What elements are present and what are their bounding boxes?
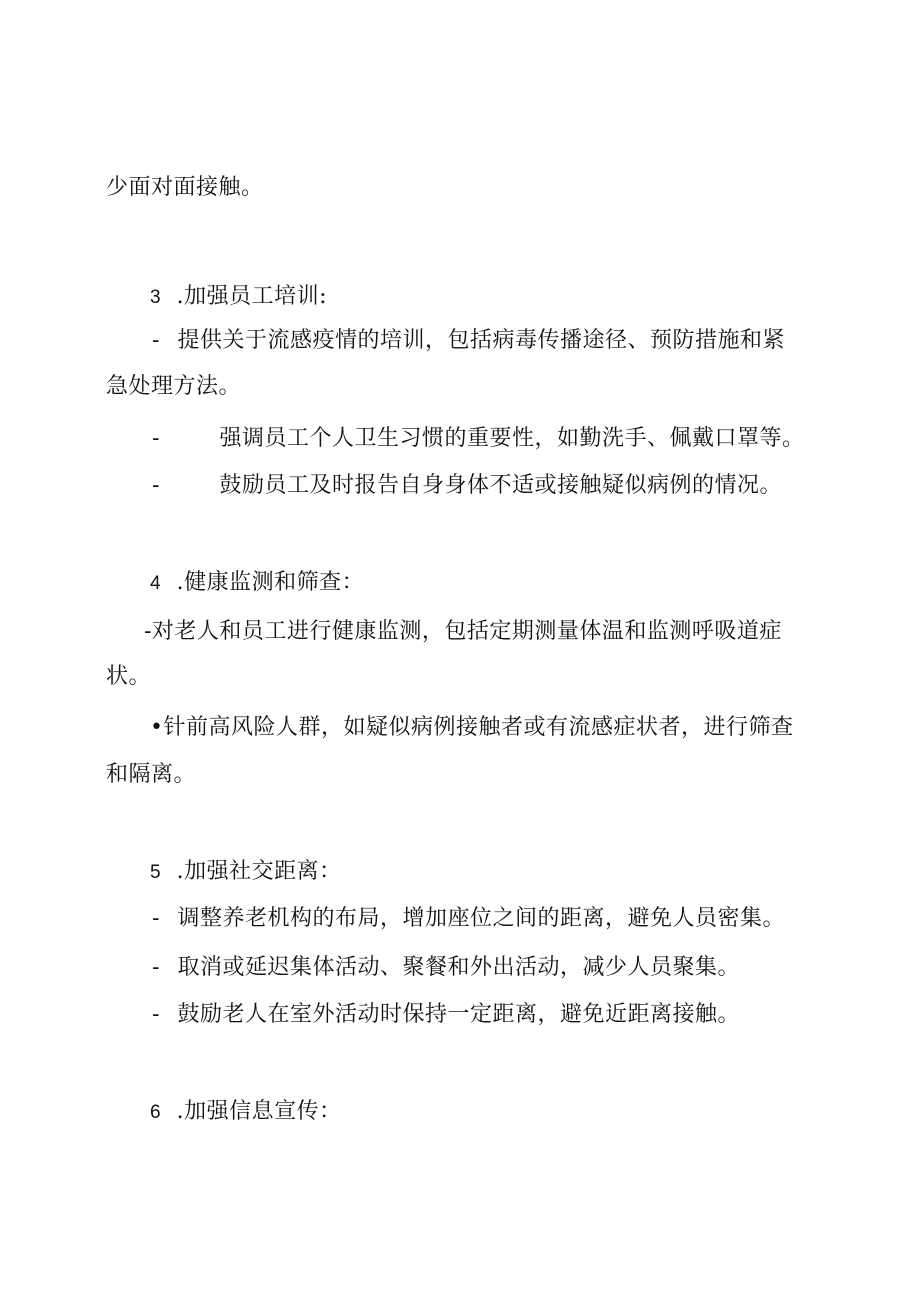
paragraph-text: 少面对面接触。: [106, 175, 264, 200]
section-3-bullet-1-continuation: [106, 372, 241, 402]
section-title: .加强员工培训:: [176, 284, 327, 309]
section-3-bullet-1: [152, 326, 785, 356]
bullet-dash: -: [152, 328, 160, 353]
section-4-bullet-2: [150, 713, 793, 743]
bullet-text: 急处理方法。: [106, 374, 242, 399]
section-number: 6: [150, 1102, 162, 1123]
bullet-text: 调整养老机构的布局，增加座位之间的距离，避免人员密集。: [177, 906, 785, 931]
section-5-bullet-2: [152, 953, 740, 983]
section-3-bullet-3: [152, 471, 782, 501]
section-4-bullet-1-continuation: [106, 662, 151, 692]
bullet-text: •针前高风险人群，如疑似病例接触者或有流感症状者，进行筛查: [150, 715, 794, 740]
paragraph-continuation: [106, 173, 264, 203]
bullet-text: 状。: [106, 664, 152, 689]
bullet-text: 取消或延迟集体活动、聚餐和外出活动，减少人员聚集。: [177, 955, 740, 980]
bullet-text: 和隔离。: [106, 762, 197, 787]
section-3-heading: [150, 282, 327, 313]
bullet-text: 提供关于流感疫情的培训，包括病毒传播途径、预防措施和紧: [177, 328, 785, 353]
section-4-bullet-1: [144, 617, 782, 647]
section-4-heading: [150, 568, 364, 599]
section-title: .加强社交距离：: [176, 859, 342, 884]
bullet-dash: -: [152, 426, 160, 451]
section-number: 4: [150, 573, 162, 594]
section-title: .健康监测和筛查：: [176, 570, 365, 595]
section-number: 3: [150, 287, 162, 308]
section-number: 5: [150, 862, 162, 883]
section-4-bullet-2-continuation: [106, 760, 196, 790]
section-6-heading: [150, 1097, 342, 1128]
bullet-text: 强调员工个人卫生习惯的重要性，如勤洗手、佩戴口罩等。: [219, 426, 805, 451]
bullet-dash: -: [152, 955, 160, 980]
bullet-dash: -: [152, 1002, 160, 1027]
bullet-text: 鼓励员工及时报告自身身体不适或接触疑似病例的情况。: [219, 473, 782, 498]
section-5-heading: [150, 857, 342, 888]
bullet-text: -对老人和员工进行健康监测，包括定期测量体温和监测呼吸道症: [144, 619, 782, 644]
section-5-bullet-3: [152, 1000, 740, 1030]
section-3-bullet-2: [152, 424, 804, 454]
bullet-text: 鼓励老人在室外活动时保持一定距离，避免近距离接触。: [177, 1002, 740, 1027]
section-title: .加强信息宣传：: [176, 1099, 342, 1124]
bullet-dash: -: [152, 906, 160, 931]
section-5-bullet-1: [152, 904, 785, 934]
bullet-dash: -: [152, 473, 160, 498]
